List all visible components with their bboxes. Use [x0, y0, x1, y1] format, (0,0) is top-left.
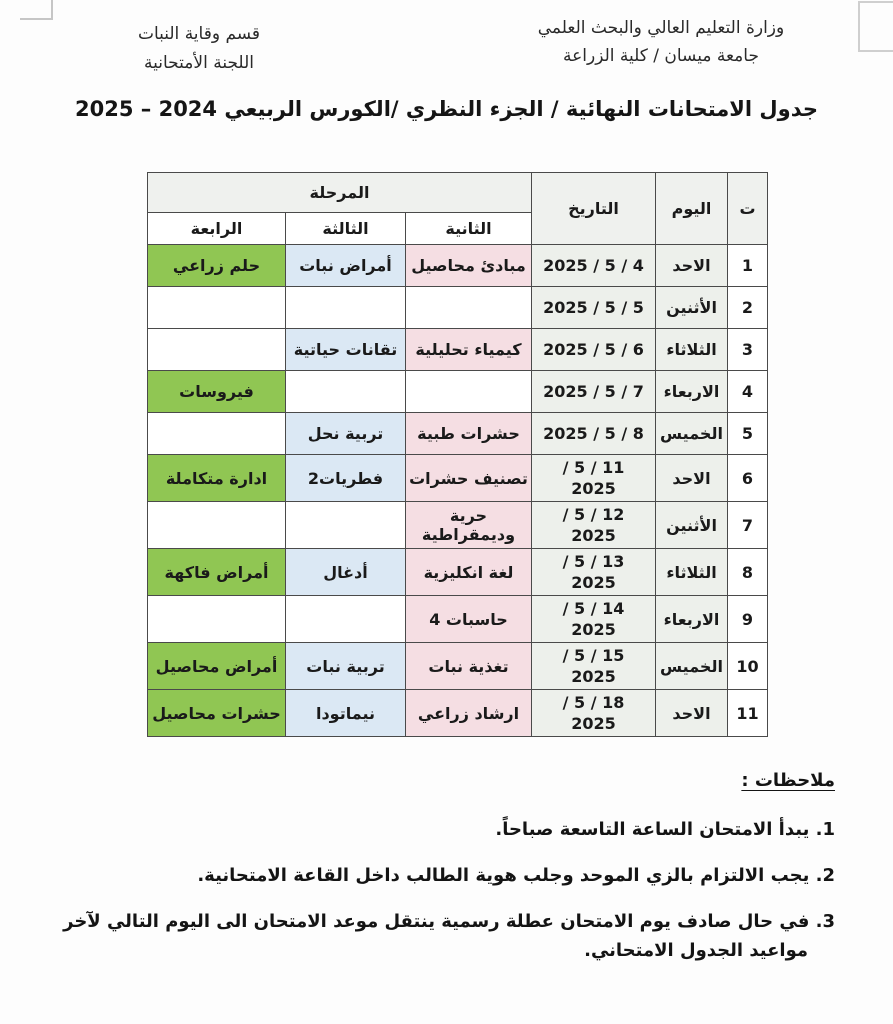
cell-date: [532, 549, 656, 596]
table-row: [148, 413, 768, 455]
cell-stage4-subject: ادارة متكاملة: [148, 455, 286, 502]
cell-stage3-subject: تربية نحل: [286, 413, 406, 455]
cell-stage4-subject: [148, 413, 286, 455]
cell-stage4-subject: فيروسات: [148, 371, 286, 413]
cell-date: [532, 245, 656, 287]
cell-date: [532, 643, 656, 690]
cell-day: الاربعاء: [656, 371, 728, 413]
cell-stage4-subject: حلم زراعي: [148, 245, 286, 287]
cell-stage4-subject: [148, 596, 286, 643]
date-line: 2025: [571, 667, 616, 686]
cell-stage3-subject: [286, 596, 406, 643]
ministry-name: وزارة التعليم العالي والبحث العلمي: [537, 18, 785, 38]
exam-committee-name: اللجنة الأمتحانية: [144, 53, 254, 73]
date-line: 2025 / 5 / 6: [543, 340, 644, 359]
date-line: 2025 / 5 / 8: [543, 424, 644, 443]
notes-heading: ملاحظات :: [741, 770, 835, 791]
cell-stage3-subject: فطريات2: [286, 455, 406, 502]
date-line: / 5 / 14: [562, 599, 625, 618]
cell-day: الثلاثاء: [656, 329, 728, 371]
cell-date: [532, 413, 656, 455]
cell-day: الخميس: [656, 643, 728, 690]
cell-stage2-subject: تصنيف حشرات: [406, 455, 532, 502]
cell-day: الثلاثاء: [656, 549, 728, 596]
cell-number: 11: [728, 690, 768, 737]
cell-date: [532, 455, 656, 502]
letterhead-right: [471, 14, 851, 70]
letterhead-left: [84, 20, 314, 78]
column-header-stage-group: المرحلة: [148, 173, 532, 213]
cell-number: 5: [728, 413, 768, 455]
column-header-stage4: الرابعة: [148, 213, 286, 245]
table-row: [148, 329, 768, 371]
cell-stage2-subject: تغذية نبات: [406, 643, 532, 690]
cell-stage2-subject: ارشاد زراعي: [406, 690, 532, 737]
date-line: / 5 / 11: [562, 458, 625, 477]
table-row: [148, 643, 768, 690]
scan-corner-mark-left: [20, 0, 53, 20]
date-line: 2025: [571, 714, 616, 733]
cell-number: 1: [728, 245, 768, 287]
notes-section: [38, 770, 835, 982]
exam-schedule-table: [147, 172, 768, 737]
cell-date: [532, 596, 656, 643]
cell-number: 6: [728, 455, 768, 502]
date-line: 2025 / 5 / 4: [543, 256, 644, 275]
cell-stage3-subject: نيماتودا: [286, 690, 406, 737]
cell-stage3-subject: [286, 502, 406, 549]
cell-date: [532, 329, 656, 371]
university-college-name: جامعة ميسان / كلية الزراعة: [563, 46, 759, 66]
table-row: [148, 371, 768, 413]
cell-date: [532, 287, 656, 329]
cell-stage4-subject: [148, 502, 286, 549]
cell-stage3-subject: أدغال: [286, 549, 406, 596]
date-line: / 5 / 15: [562, 646, 625, 665]
date-line: / 5 / 18: [562, 693, 625, 712]
cell-day: الاحد: [656, 455, 728, 502]
cell-stage3-subject: [286, 287, 406, 329]
cell-stage2-subject: كيمياء تحليلية: [406, 329, 532, 371]
cell-day: الاربعاء: [656, 596, 728, 643]
cell-stage2-subject: حرية وديمقراطية: [406, 502, 532, 549]
cell-stage2-subject: لغة انكليزية: [406, 549, 532, 596]
cell-number: 2: [728, 287, 768, 329]
table-row: [148, 502, 768, 549]
cell-number: 8: [728, 549, 768, 596]
column-header-number: ت: [728, 173, 768, 245]
note-item: 1. يبدأ الامتحان الساعة التاسعة صباحاً.: [495, 819, 835, 840]
date-line: 2025: [571, 479, 616, 498]
date-line: 2025 / 5 / 5: [543, 298, 644, 317]
note-item: 3. في حال صادف يوم الامتحان عطلة رسمية ينتقل موعد الامتحان الى اليوم التالي لآخر مواعيد الجدول الامتحاني.: [63, 911, 835, 961]
date-line: 2025 / 5 / 7: [543, 382, 644, 401]
column-header-stage3: الثالثة: [286, 213, 406, 245]
cell-stage4-subject: حشرات محاصيل: [148, 690, 286, 737]
cell-number: 4: [728, 371, 768, 413]
cell-date: [532, 690, 656, 737]
date-line: 2025: [571, 620, 616, 639]
department-name: قسم وقاية النبات: [137, 24, 261, 44]
column-header-day: اليوم: [656, 173, 728, 245]
cell-date: [532, 502, 656, 549]
cell-number: 3: [728, 329, 768, 371]
cell-stage4-subject: [148, 287, 286, 329]
cell-number: 9: [728, 596, 768, 643]
table-row: [148, 549, 768, 596]
scan-corner-mark-right: [858, 1, 893, 52]
cell-stage4-subject: أمراض فاكهة: [148, 549, 286, 596]
cell-stage4-subject: أمراض محاصيل: [148, 643, 286, 690]
column-header-stage2: الثانية: [406, 213, 532, 245]
date-line: / 5 / 13: [562, 552, 625, 571]
cell-stage4-subject: [148, 329, 286, 371]
cell-stage3-subject: أمراض نبات: [286, 245, 406, 287]
cell-day: الأثنين: [656, 287, 728, 329]
column-header-date: التاريخ: [532, 173, 656, 245]
cell-date: [532, 371, 656, 413]
date-line: 2025: [571, 573, 616, 592]
cell-stage2-subject: حاسبات 4: [406, 596, 532, 643]
table-row: [148, 245, 768, 287]
cell-day: الاحد: [656, 245, 728, 287]
table-row: [148, 596, 768, 643]
page-title: جدول الامتحانات النهائية / الجزء النظري /الكورس الربيعي 2024 – 2025: [75, 97, 818, 121]
cell-day: الأثنين: [656, 502, 728, 549]
table-row: [148, 690, 768, 737]
cell-number: 10: [728, 643, 768, 690]
cell-stage3-subject: [286, 371, 406, 413]
cell-stage2-subject: مبادئ محاصيل: [406, 245, 532, 287]
cell-stage2-subject: حشرات طبية: [406, 413, 532, 455]
date-line: / 5 / 12: [562, 505, 625, 524]
table-row: [148, 287, 768, 329]
cell-number: 7: [728, 502, 768, 549]
cell-stage2-subject: [406, 371, 532, 413]
cell-stage3-subject: تربية نبات: [286, 643, 406, 690]
date-line: 2025: [571, 526, 616, 545]
table-header-row-1: [148, 173, 768, 213]
note-item: 2. يجب الالتزام بالزي الموحد وجلب هوية الطالب داخل القاعة الامتحانية.: [197, 865, 835, 886]
cell-day: الاحد: [656, 690, 728, 737]
table-row: [148, 455, 768, 502]
cell-day: الخميس: [656, 413, 728, 455]
cell-stage2-subject: [406, 287, 532, 329]
cell-stage3-subject: تقانات حياتية: [286, 329, 406, 371]
